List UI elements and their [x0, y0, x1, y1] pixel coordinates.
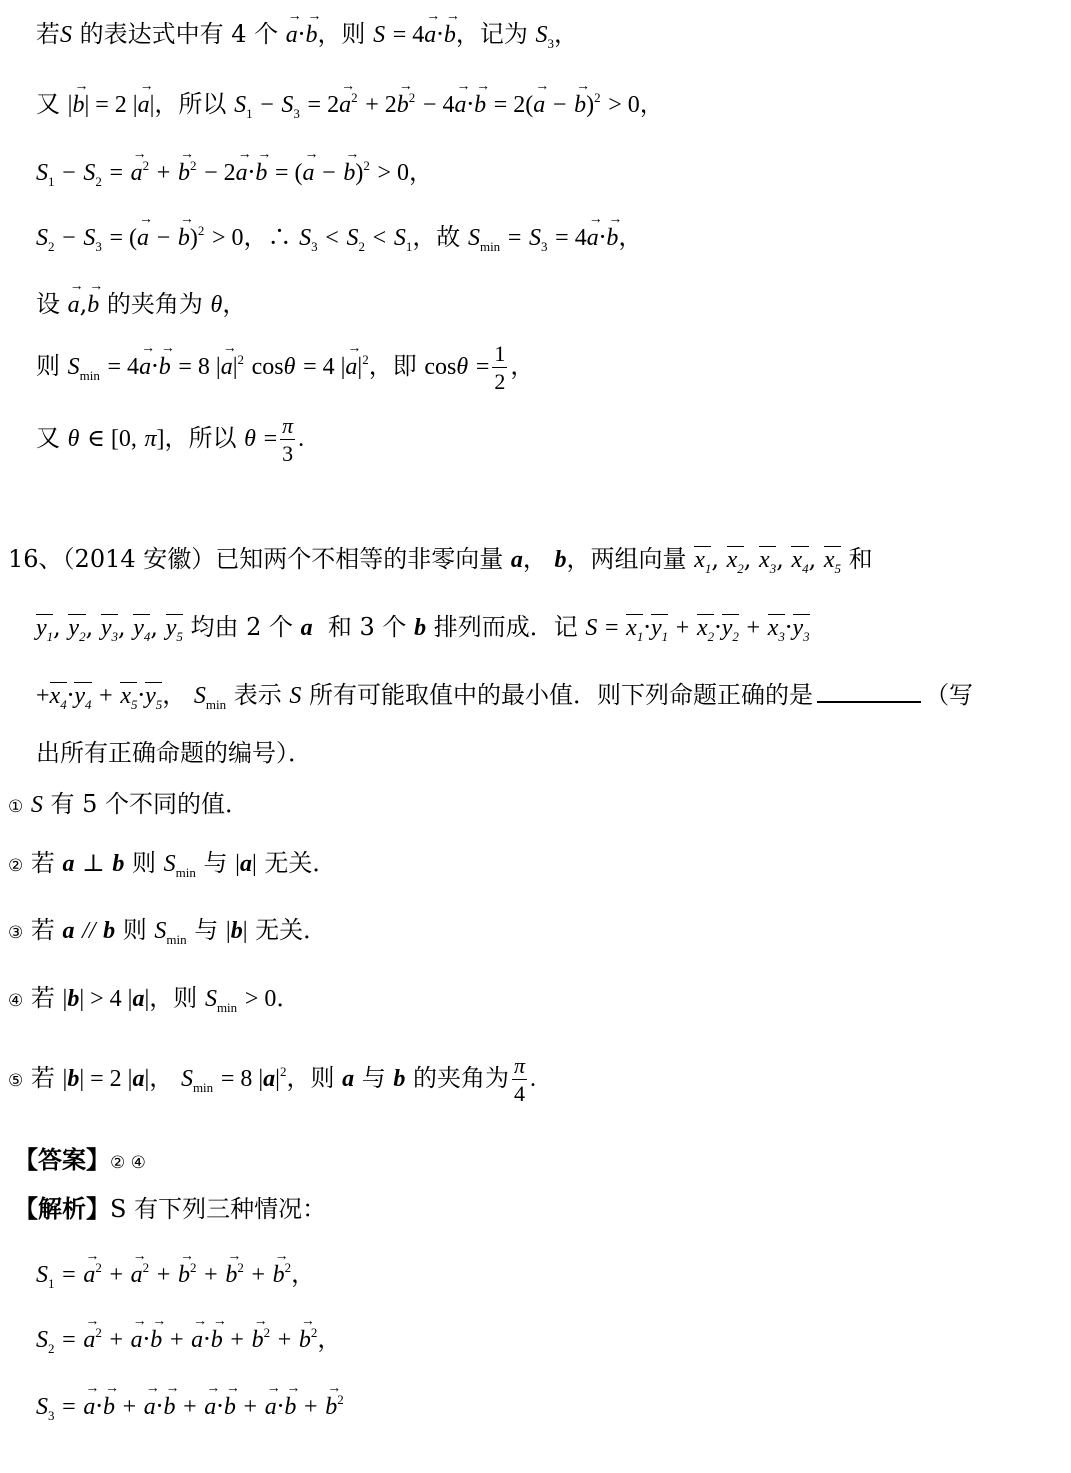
option-2: ② 若 a ⊥ b 则 $S_{min}$ 与 |a| 无关． [8, 849, 337, 880]
problem-line-2: $y_1$, $y_2$, $y_3$, $y_4$, $y_5$ 均由 2 个 a 和 3 个 b 排列而成．记 $S = x_1\cdot y_1 + x_2\cdot y_2 + x_3\cdot y_3$ [36, 613, 810, 644]
analysis-line [14, 1194, 327, 1223]
option-3: ③ 若 a // b 则 $S_{min}$ 与 |b| 无关． [8, 916, 328, 947]
solution-line-3: $S_1 - S_2$ = → $a^2$ + → $b^2 - 2\to a\cdot\to b$ = (→ a − → b)$^2$ > 0， [36, 160, 433, 185]
problem-line-1: 16、（2014 安徽）已知两个不相等的非零向量 a， b，两组向量 $x_1$, $x_2$, $x_3$, $x_4$, $x_5$ 和 [8, 545, 873, 576]
problem-number: 16、 [8, 545, 63, 573]
problem-line-4: 出所有正确命题的编号）． [36, 739, 312, 767]
solution-line-4: $S_2 - S_3$ = (→ a − → b)$^2$ > 0，∴ $S_3 < S_2 < S_1$，故 $S_{min} = S_3 = 4\to a\cdot\to b$， [36, 225, 642, 250]
solution-line-5: 设 → a,→ b 的夹角为 θ， [36, 292, 246, 317]
option-4: ④ 若 |b| > 4 |a|，则 $S_{min} > 0$． [8, 984, 301, 1015]
answer-value: ② ④ [110, 1153, 146, 1173]
solution-line-6: 则 $S_{min} = 4\to a\cdot\to b = 8$ |→ $a|^2$ cosθ = 4 |→ $a|^2$，即 cosθ = $\frac{1}{2}$ ， [36, 342, 534, 393]
analysis-s2: $S_2$ = → $a^2$ + → a·→ b + → a·→ b + → $b^2$ + → $b^2$， [36, 1327, 341, 1352]
analysis-label: 【解析】 [14, 1194, 110, 1223]
answer-blank [817, 681, 921, 703]
solution-line-7: 又 θ ∈ [0, π]，所以 θ = $\frac{\pi}{3}$ . [36, 413, 305, 467]
analysis-s1: $S_1$ = → $a^2$ + → $a^2$ + → $b^2$ + → $b^2$ + → $b^2$， [36, 1262, 315, 1287]
problem-line-3: $+x_4\cdot y_4 + x_5\cdot y_5$， $S_{min}$ 表示 S 所有可能取值中的最小值．则下列命题正确的是 （写 [36, 681, 974, 712]
solution-line-2: 又 |→ b| = 2 |→ a|，所以 $S_1 - S_3 = 2\to a^2 + 2\to b^2 - 4\to a\cdot\to b = 2(\to a$ − → b)$^2$ > 0， [36, 92, 664, 117]
analysis-s3: $S_3$ = → a·→ b + → a·→ b + → a·→ b + → a·→ b + → $b^2$ [36, 1394, 344, 1419]
solution-line-1: 若S 的表达式中有 4 个 → a·→ b，则 S = 4→ a·→ b，记为 $S_3$， [36, 22, 578, 47]
answer-label: 【答案】 [14, 1145, 110, 1174]
analysis-intro: S 有下列三种情况： [110, 1195, 327, 1223]
option-5: ⑤ 若 |b| = 2 |a|， $S_{min} = 8$ $|a|^2$，则 a 与 b 的夹角为 $\frac{\pi}{4}$ . [8, 1053, 537, 1107]
problem-source: （2014 安徽） [62, 545, 216, 573]
option-1: ① S 有 5 个不同的值． [8, 790, 250, 818]
answer-line [14, 1145, 146, 1174]
